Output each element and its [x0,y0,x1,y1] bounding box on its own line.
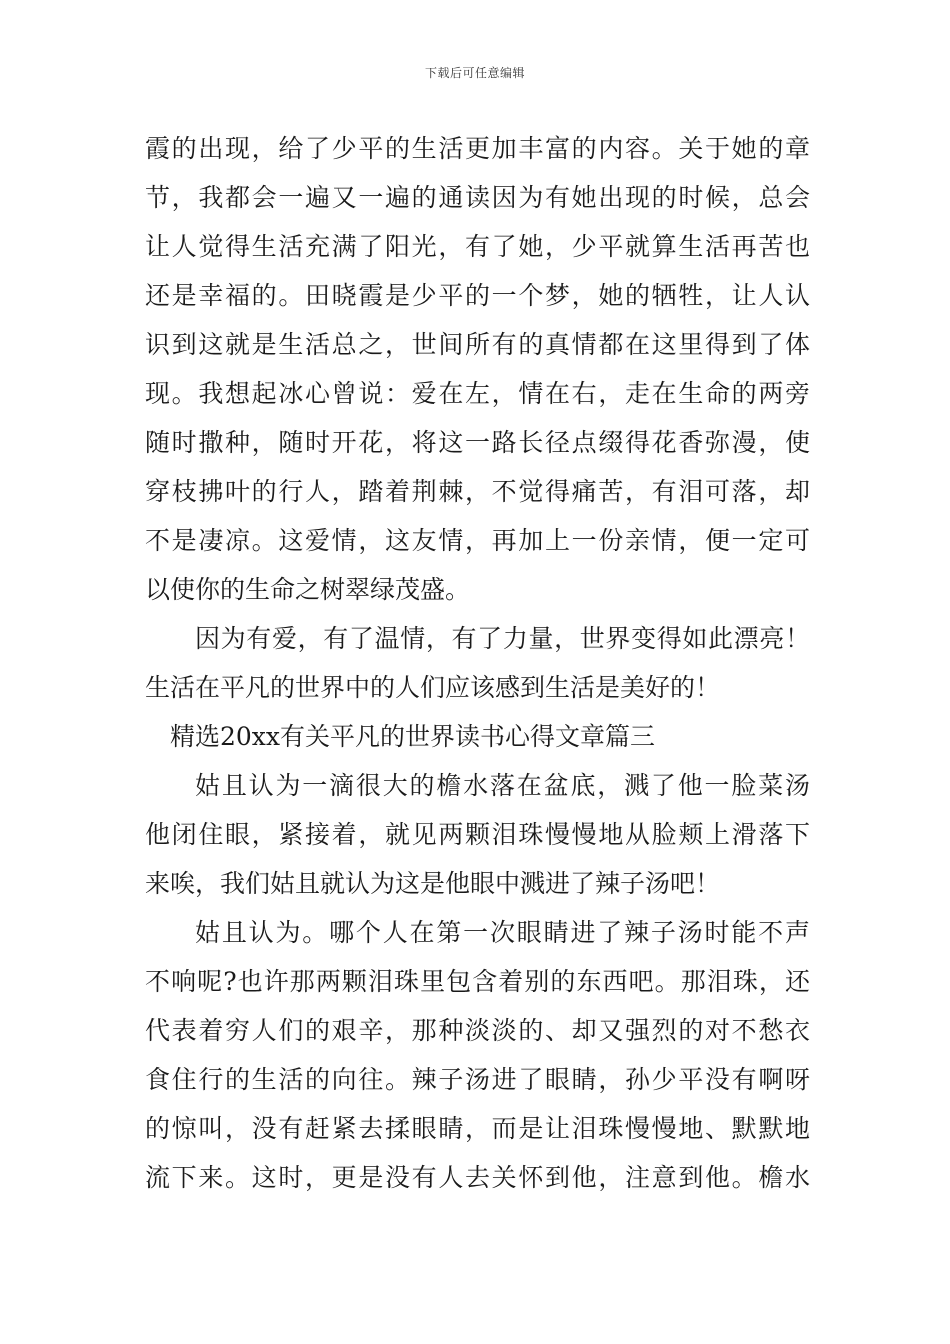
text-line: 姑且认为。哪个人在第一次眼睛进了辣子汤时能不声 [195,918,810,947]
text-line: 节，我都会一遍又一遍的通读因为有她出现的时候，总会 [145,183,810,212]
text-line: 来唉，我们姑且就认为这是他眼中溅进了辣子汤吧！ [145,869,721,898]
text-line: 他闭住眼，紧接着，就见两颗泪珠慢慢地从脸颊上滑落下 [145,820,810,849]
text-line: 因为有爱，有了温情，有了力量，世界变得如此漂亮！ [195,624,810,653]
paragraph-2 [145,614,810,712]
text-line: 代表着穷人们的艰辛，那种淡淡的、却又强烈的对不愁衣 [145,1016,810,1045]
text-line: 现。我想起冰心曾说：爱在左，情在右，走在生命的两旁 [145,379,810,408]
text-line: 流下来。这时，更是没有人去关怀到他，注意到他。檐水 [145,1163,810,1192]
text-line: 穿枝拂叶的行人，踏着荆棘，不觉得痛苦，有泪可落，却 [145,477,810,506]
text-line: 识到这就是生活总之，世间所有的真情都在这里得到了体 [145,330,810,359]
text-line: 不响呢?也许那两颗泪珠里包含着别的东西吧。那泪珠，还 [145,967,810,996]
section-heading: 精选20xx有关平凡的世界读书心得文章篇三 [170,722,656,751]
text-line: 生活在平凡的世界中的人们应该感到生活是美好的！ [145,673,721,702]
text-line: 随时撒种，随时开花，将这一路长径点缀得花香弥漫，使 [145,428,810,457]
text-line: 不是凄凉。这爱情，这友情，再加上一份亲情，便一定可 [145,526,810,555]
text-line: 让人觉得生活充满了阳光，有了她，少平就算生活再苦也 [145,232,810,261]
document-body [145,124,810,1202]
paragraph-3 [145,761,810,908]
text-line: 食住行的生活的向往。辣子汤进了眼睛，孙少平没有啊呀 [145,1065,810,1094]
text-line: 姑且认为一滴很大的檐水落在盆底，溅了他一脸菜汤 [195,771,810,800]
text-line: 的惊叫，没有赶紧去揉眼睛，而是让泪珠慢慢地、默默地 [145,1114,810,1143]
paragraph-4 [145,908,810,1202]
text-line: 还是幸福的。田晓霞是少平的一个梦，她的牺牲，让人认 [145,281,810,310]
page-header: 下载后可任意编辑 [424,66,525,80]
paragraph-1 [145,124,810,614]
text-line: 霞的出现，给了少平的生活更加丰富的内容。关于她的章 [145,134,810,163]
text-line: 以使你的生命之树翠绿茂盛。 [145,575,471,604]
